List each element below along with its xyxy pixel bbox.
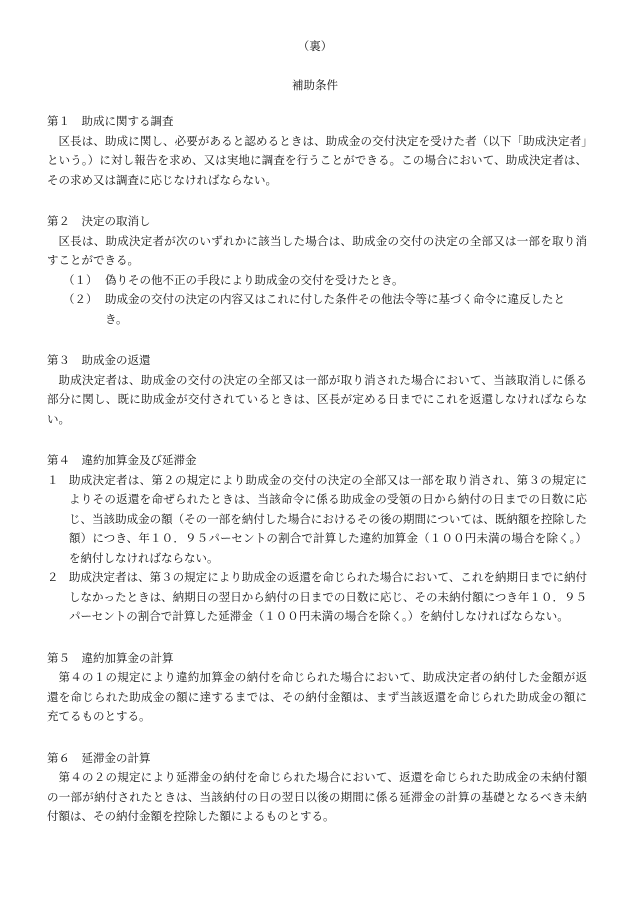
list-item-text: 助成決定者は、第２の規定により助成金の交付の決定の全部又は一部を取り消され、第３の規定によりその返還を命ぜられたときは、当該命令に係る助成金の受領の日から納付の日までの日数に応じ、当該助成金の額（その一部を納付した場合におけるその後の期間については、既納額を控除した額）につき、年１０．９５パーセントの割合で計算した違約加算金（１００円未満の場合を除く。）を納付しなければならない。 (69, 472, 587, 565)
section-paragraph: 第４の１の規定により違約加算金の納付を命じられた場合において、助成決定者の納付した金額が返還を命じられた助成金の額に達するまでは、その納付金額は、まず当該返還を命じられた助成金の額に充てるものとする。 (47, 670, 587, 723)
page-title: 補助条件 (292, 78, 338, 92)
section-3 (47, 351, 587, 429)
section-5 (47, 649, 587, 727)
section-2 (47, 212, 587, 329)
list-item-number: １ (47, 472, 59, 487)
section-heading: 第２ 決定の取消し (47, 214, 151, 228)
list-item (47, 271, 587, 291)
list-item (47, 471, 587, 569)
section-6 (47, 749, 587, 827)
conditions-body (47, 112, 587, 849)
section-paragraph: 助成決定者は、助成金の交付の決定の全部又は一部が取り消された場合において、当該取消しに係る部分に関し、既に助成金が交付されているときは、区長が定める日までにこれを返還しなければならない。 (47, 372, 587, 426)
section-paragraph: 区長は、助成決定者が次のいずれかに該当した場合は、助成金の交付の決定の全部又は一部を取り消すことができる。 (47, 233, 587, 267)
list-item (47, 568, 587, 627)
list-item (47, 290, 587, 329)
section-paragraph: 区長は、助成に関し、必要があると認めるときは、助成金の交付決定を受けた者（以下「助成決定者」という。）に対し報告を求め、又は実地に調査を行うことができる。この場合において、助成決定者は、その求め又は調査に応じなければならない。 (47, 133, 587, 187)
section-heading: 第３ 助成金の返還 (47, 353, 151, 367)
section-heading: 第４ 違約加算金及び延滞金 (47, 453, 197, 467)
list-item-text: 助成決定者は、第３の規定により助成金の返還を命じられた場合において、これを納期日までに納付しなかったときは、納期日の翌日から納付の日までの日数に応じ、その未納付額につき年１０．９５パーセントの割合で計算した延滞金（１００円未満の場合を除く。）を納付しなければならない。 (69, 570, 587, 623)
list-item-number: （２） (63, 292, 98, 306)
section-heading: 第１ 助成に関する調査 (47, 114, 174, 128)
reverse-side-note: （裏） (297, 39, 333, 53)
list-item-text: 助成金の交付の決定の内容又はこれに付した条件その他法令等に基づく命令に違反したとき。 (105, 292, 565, 326)
section-4 (47, 451, 587, 627)
section-heading: 第６ 延滞金の計算 (47, 750, 151, 765)
list-item-number: ２ (47, 570, 59, 584)
section-1 (47, 112, 587, 190)
list-item-text: 偽りその他不正の手段により助成金の交付を受けたとき。 (105, 272, 404, 287)
section-paragraph: 第４の２の規定により延滞金の納付を命じられた場合において、返還を命じられた助成金の未納付額の一部が納付されたときは、当該納付の日の翌日以後の期間に係る延滞金の計算の基礎となるべき未納付額は、その納付金額を控除した額によるものとする。 (47, 770, 587, 823)
list-item-number: （１） (63, 272, 98, 287)
section-heading: 第５ 違約加算金の計算 (47, 650, 174, 665)
